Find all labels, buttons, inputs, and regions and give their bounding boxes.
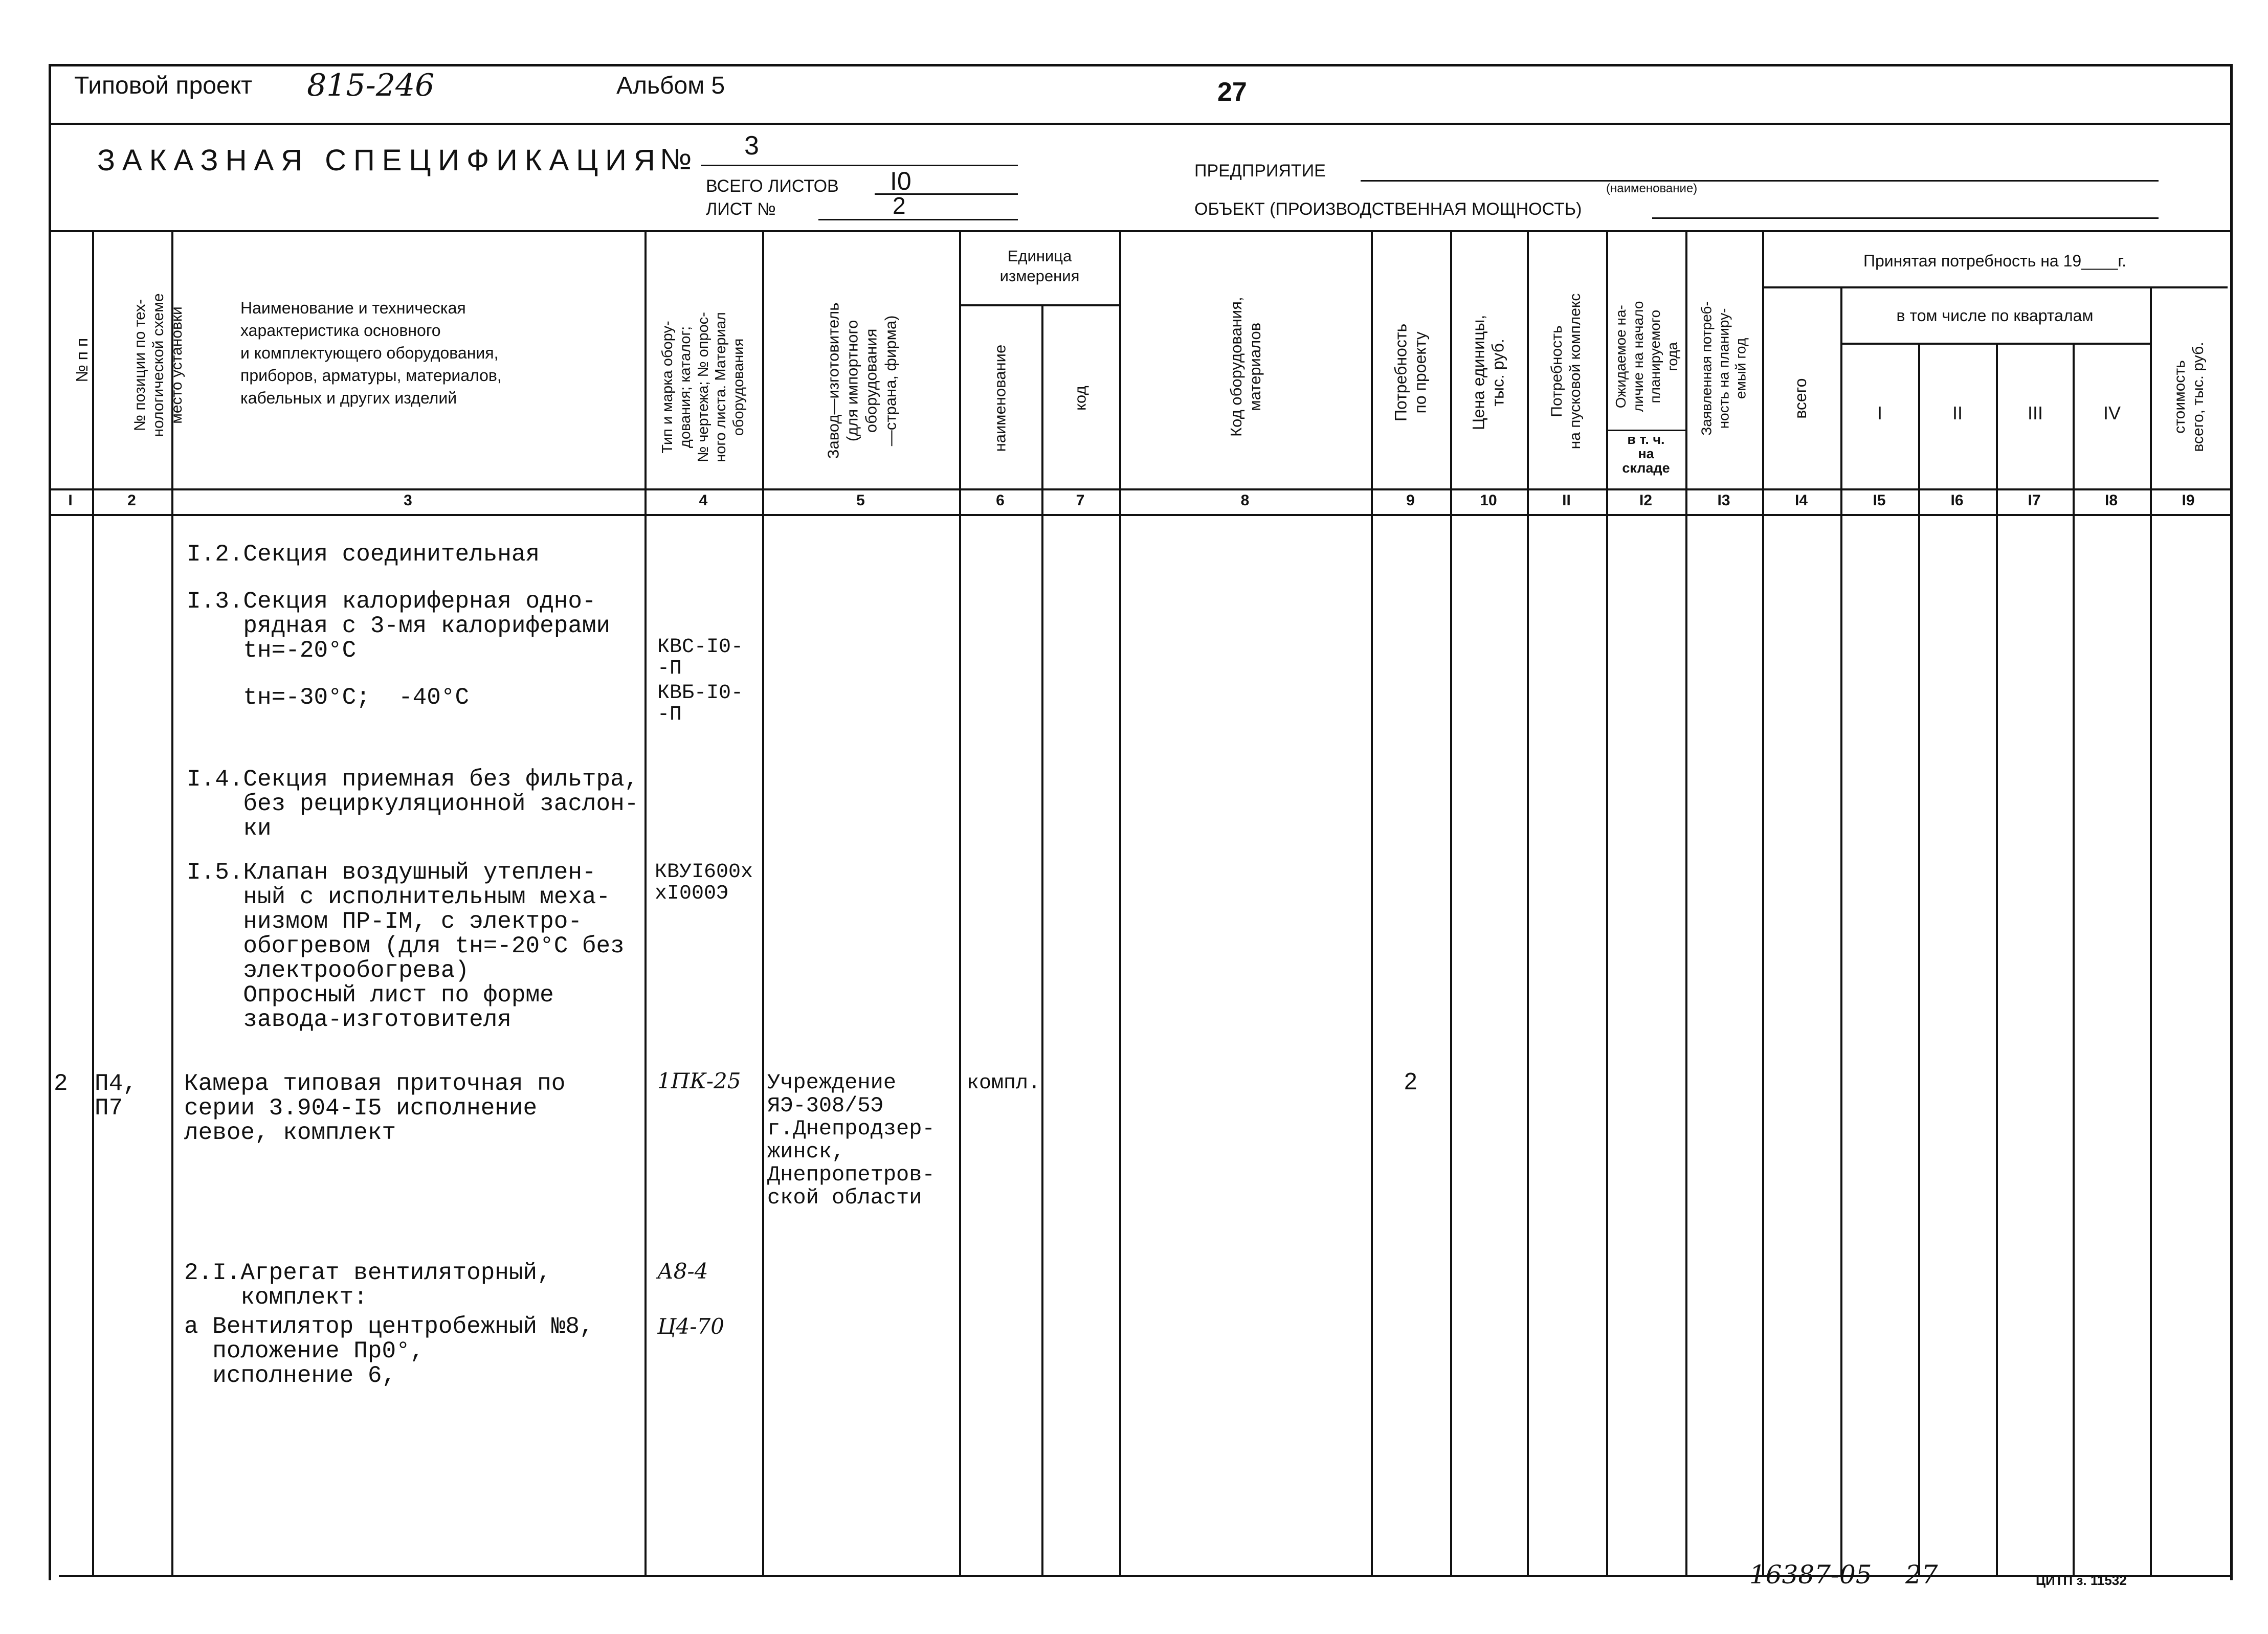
item-2-1: 2.I.Агрегат вентиляторный, комплект:	[184, 1260, 551, 1311]
col11-header: Потребность на пусковой комплекс	[1548, 293, 1584, 450]
footer-stamp: ЦИТП з. 11532	[2036, 1573, 2127, 1588]
colnum-1: I	[68, 492, 73, 509]
colnum-11: II	[1562, 492, 1571, 509]
row2-unit: компл.	[967, 1072, 1041, 1095]
col19-header: стоимость всего, тыс. руб.	[2171, 342, 2207, 452]
colnum-19: I9	[2182, 492, 2195, 509]
footer-page: 27	[1905, 1560, 1938, 1590]
col9-header: Потребность по проекту	[1391, 323, 1430, 421]
spec-number: 3	[744, 131, 759, 161]
colnum-6: 6	[996, 492, 1005, 509]
item-1-5: I.5.Клапан воздушный утеплен- ный с исполнительным меха- низмом ПР-IM, с электро- обогревом (для tн=-20°C без электрообогрева) Опросный лист по форме завода-изготовителя	[187, 859, 625, 1033]
row2-position: П4, П7	[95, 1070, 137, 1122]
col4-header: Тип и марка обору- дования; каталог; № чертежа; № опрос- ного листа. Материал оборудования	[659, 312, 747, 462]
col6-header: наименование	[991, 344, 1009, 452]
item-1-3-variant-type: КВБ-I0- -П	[657, 682, 744, 726]
item-1-4: I.4.Секция приемная без фильтра, без рециркуляционной заслон- ки	[187, 766, 639, 842]
quarters-group-header: в том числе по кварталам	[1896, 306, 2094, 325]
col14-header: всего	[1791, 378, 1810, 419]
project-number: 815-246	[307, 68, 435, 103]
col12-header-bottom: в т. ч. на складе	[1622, 432, 1670, 476]
object-label: ОБЪЕКТ (ПРОИЗВОДСТВЕННАЯ МОЩНОСТЬ)	[1194, 199, 1582, 219]
colnum-16: I6	[1950, 492, 1964, 509]
item-1-5-type: КВУI600х хI000Э	[655, 861, 753, 905]
col16-header: II	[1952, 402, 1963, 423]
colnum-3: 3	[404, 492, 412, 509]
colnum-8: 8	[1240, 492, 1250, 509]
col13-header: Заявленная потреб- ность на планиру- емый год	[1698, 301, 1749, 436]
colnum-4: 4	[699, 492, 708, 509]
colnum-12: I2	[1639, 492, 1653, 509]
number-sign: №	[660, 143, 692, 176]
col1-header: № п п	[72, 338, 91, 383]
item-2-1-type: А8-4	[657, 1259, 708, 1284]
colnum-5: 5	[856, 492, 865, 509]
item-1-2: I.2.Секция соединительная	[187, 541, 540, 568]
col17-header: III	[2027, 402, 2043, 423]
col7-header: код	[1071, 386, 1089, 411]
sheet-number: 2	[893, 192, 906, 219]
accepted-group-header: Принятая потребность на 19____г.	[1863, 252, 2127, 270]
col10-header: Цена единицы, тыс. руб.	[1469, 315, 1507, 431]
item-1-3: I.3.Секция калориферная одно- рядная с 3-мя калориферами tн=-20°C	[187, 588, 611, 664]
sheets-total: I0	[890, 167, 911, 195]
colnum-18: I8	[2104, 492, 2118, 509]
row2-quantity: 2	[1404, 1068, 1417, 1094]
footer-code: 16387-05	[1749, 1560, 1872, 1590]
colnum-13: I3	[1717, 492, 1730, 509]
page-number: 27	[1217, 77, 1247, 107]
item-1-3-type: КВС-I0- -П	[657, 636, 744, 680]
item-2-1-a-type: Ц4-70	[657, 1314, 724, 1339]
naming-hint: (наименование)	[1606, 182, 1698, 195]
col18-header: IV	[2103, 402, 2121, 423]
colnum-17: I7	[2028, 492, 2041, 509]
colnum-14: I4	[1794, 492, 1808, 509]
project-label: Типовой проект	[74, 72, 253, 99]
colnum-9: 9	[1406, 492, 1415, 509]
col3-header: Наименование и техническая характеристика основного и комплектующего оборудования, приборов, арматуры, материалов, кабельных и других изделий	[240, 299, 502, 407]
col5-header: Завод—изготовитель (для импортного оборудования —страна, фирма)	[824, 302, 900, 459]
unit-group-header: Единица измерения	[999, 247, 1080, 285]
spec-title: ЗАКАЗНАЯ СПЕЦИФИКАЦИЯ	[97, 144, 662, 177]
col12-header-top: Ожидаемое на- личие на начало планируемого года	[1612, 301, 1680, 412]
item-2-1-a: а Вентилятор центробежный №8, положение Пр0°, исполнение 6,	[184, 1313, 594, 1389]
sheet-label: ЛИСТ №	[706, 199, 776, 219]
col2-header: № позиции по тех- нологической схеме место установки	[131, 293, 185, 437]
col8-header: Код оборудования, материалов	[1227, 297, 1264, 437]
enterprise-label: ПРЕДПРИЯТИЕ	[1194, 161, 1326, 181]
row2-maker: Учреждение ЯЭ-308/5Э г.Днепродзер- жинск, Днепропетров- ской области	[767, 1070, 935, 1210]
colnum-10: 10	[1480, 492, 1497, 509]
album-label: Альбом 5	[616, 72, 725, 99]
row2-number: 2	[54, 1070, 68, 1097]
row2-type: 1ПК-25	[657, 1068, 741, 1093]
header-divider	[49, 123, 2233, 125]
item-1-3-variant: tн=-30°C; -40°C	[187, 684, 470, 711]
colnum-15: I5	[1873, 492, 1886, 509]
row2-name: Камера типовая приточная по серии 3.904-I5 исполнение левое, комплект	[184, 1070, 566, 1146]
col15-header: I	[1877, 402, 1882, 423]
bottom-border	[59, 1575, 2230, 1577]
sheets-total-label: ВСЕГО ЛИСТОВ	[706, 176, 839, 196]
colnum-7: 7	[1076, 492, 1085, 509]
colnum-2: 2	[127, 492, 136, 509]
